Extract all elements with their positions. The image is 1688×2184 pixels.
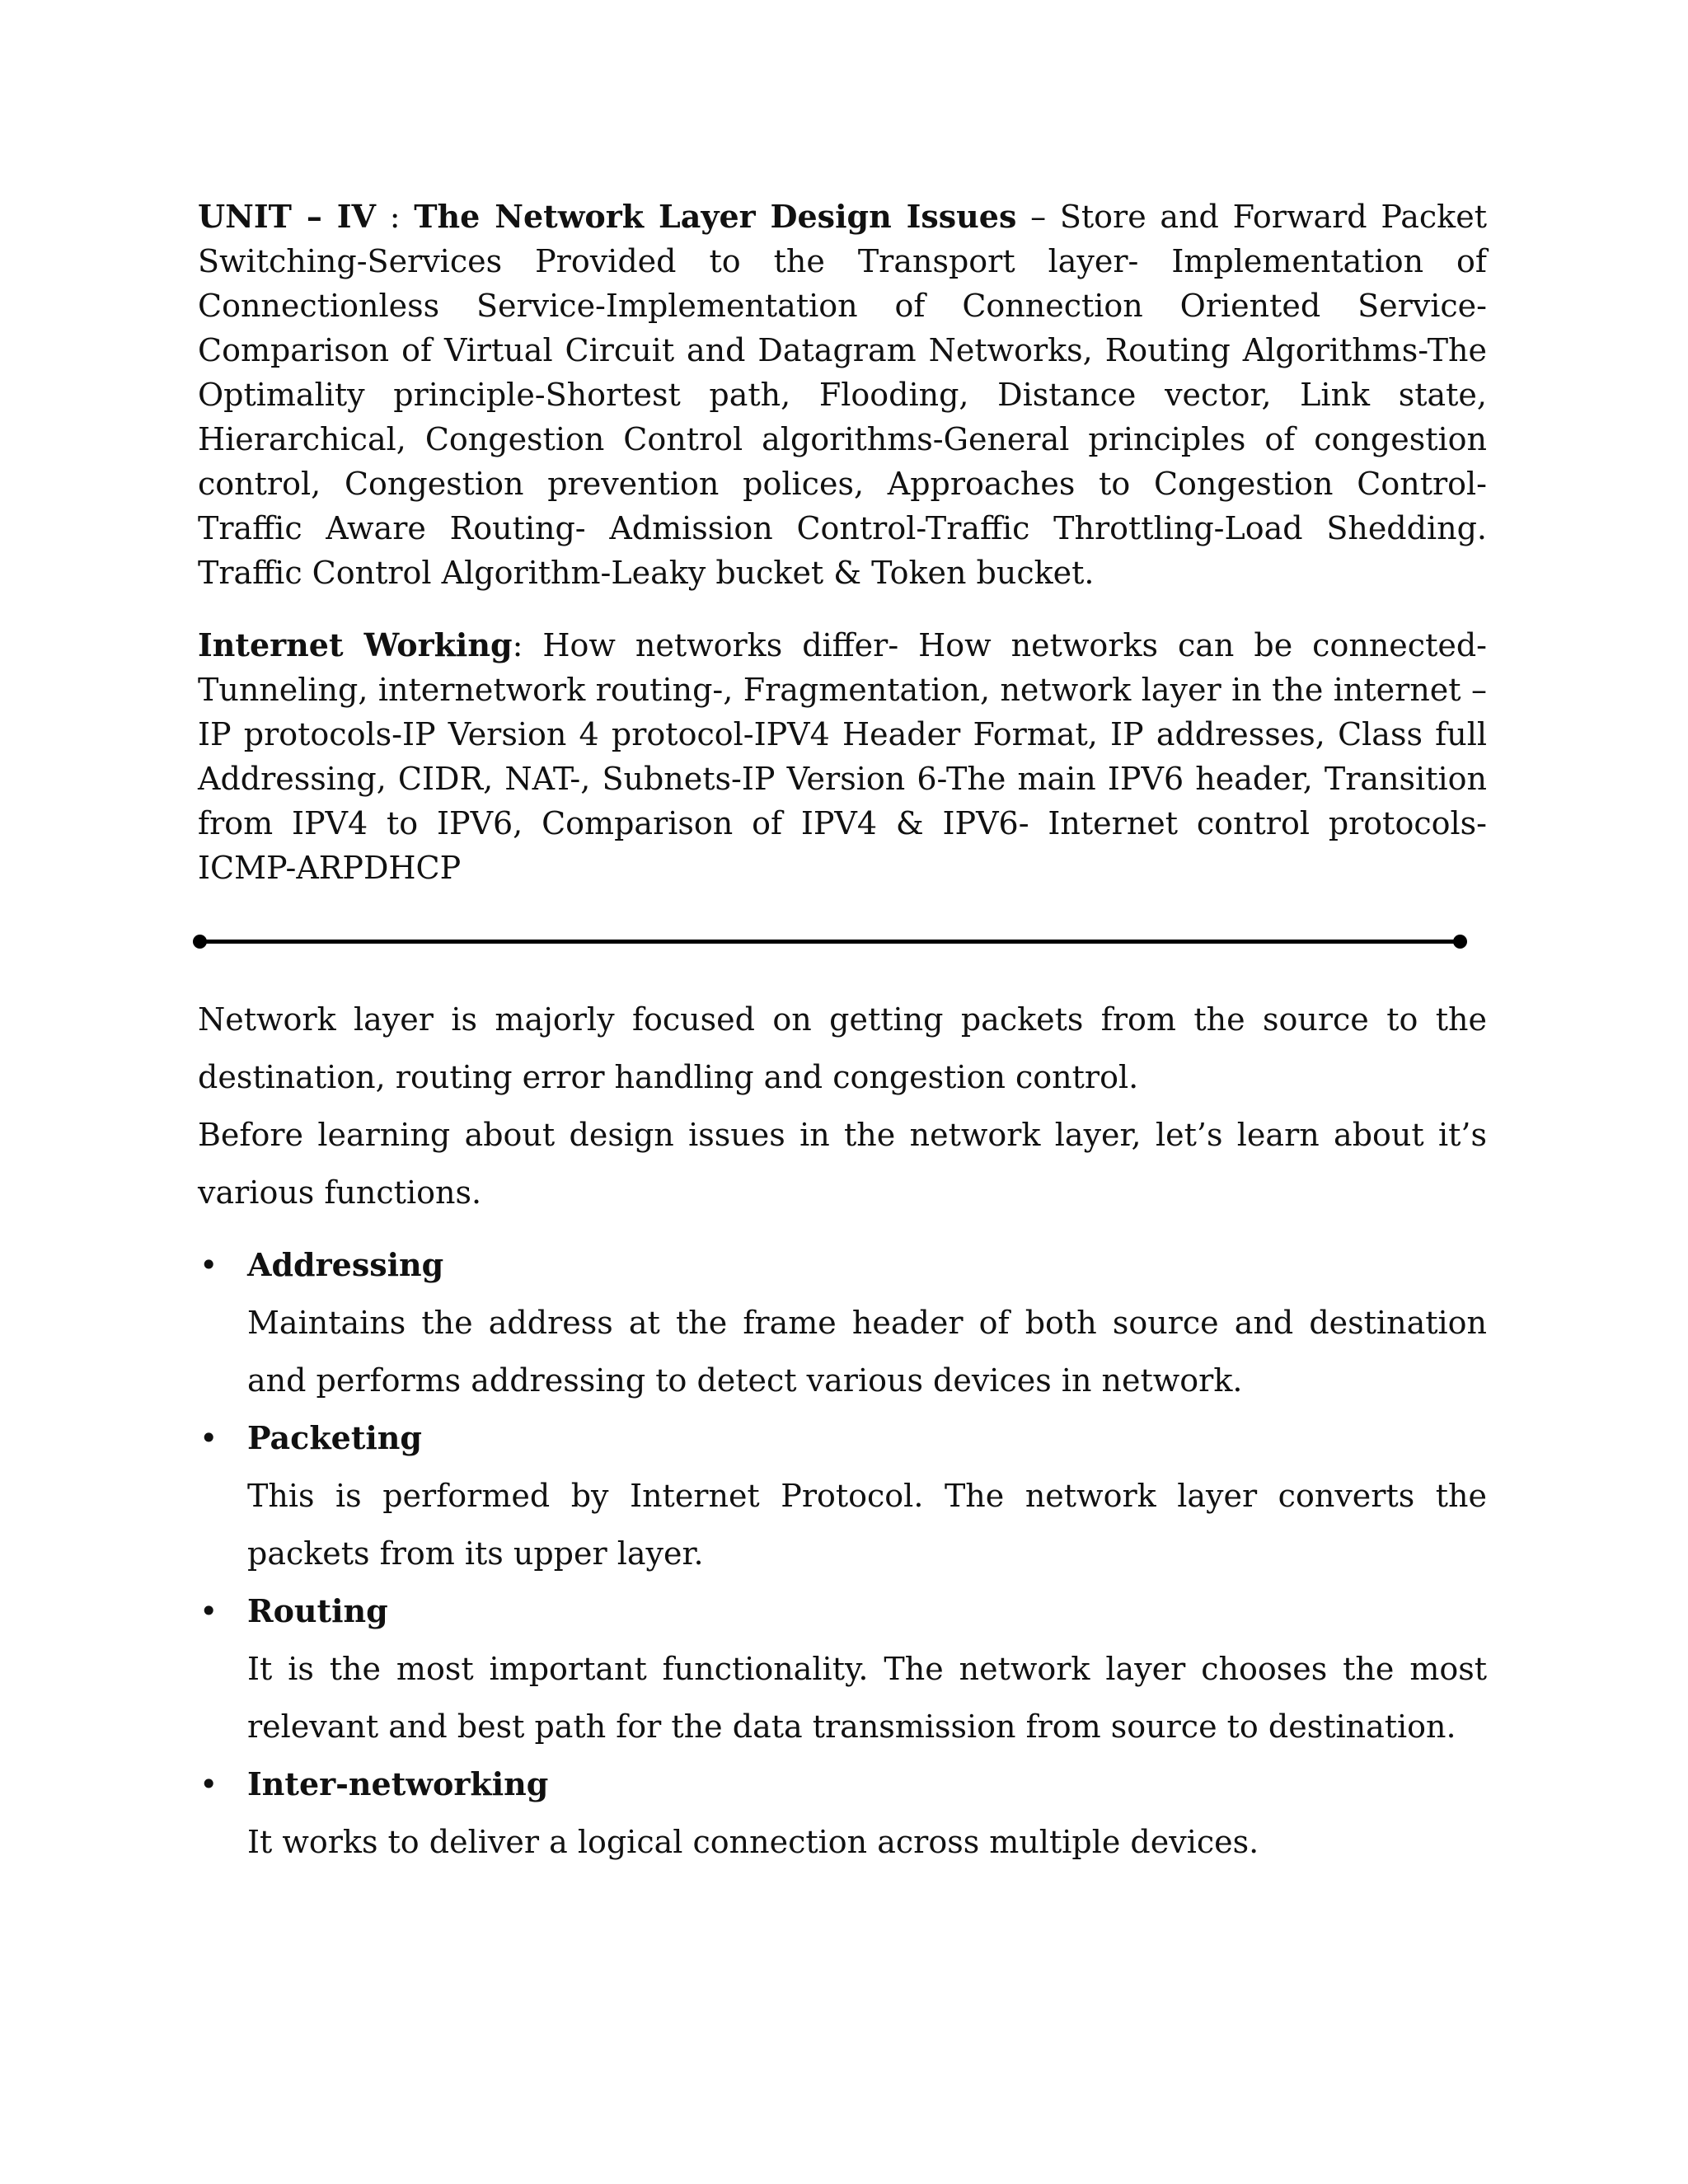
bullet-icon: •: [199, 1420, 218, 1456]
intro-paragraph-2: Before learning about design issues in the network layer, let’s learn about it’s various functions.: [198, 1117, 1487, 1211]
intro-paragraph-1: Network layer is majorly focused on getting packets from the source to the destination, routing error handling and congestion control.: [198, 1001, 1487, 1095]
internet-working-title: Internet Working: [198, 626, 513, 663]
list-item: [198, 1582, 1487, 1755]
unit-title: The Network Layer Design Issues: [414, 198, 1017, 235]
unit-body: – Store and Forward Packet Switching-Services Provided to the Transport layer- Implementation of Connectionless Service-Implementation of Connection Oriented Service-Comparison of Virtual Circuit and Datagram Networks, Routing Algorithms-The Optimality principle-Shortest path, Flooding, Distance vector, Link state, Hierarchical, Congestion Control algorithms-General principles of congestion control, Congestion prevention polices, Approaches to Congestion Control-Traffic Aware Routing- Admission Control-Traffic Throttling-Load Shedding. Traffic Control Algorithm-Leaky bucket & Token bucket.: [198, 199, 1487, 591]
syllabus-section: [198, 194, 1487, 890]
bullet-icon: •: [199, 1593, 218, 1629]
unit-separator: :: [375, 199, 415, 235]
list-item: [198, 1236, 1487, 1409]
functions-list: [198, 1236, 1487, 1871]
list-item: [198, 1755, 1487, 1871]
list-item: [198, 1409, 1487, 1582]
section-divider: [193, 933, 1467, 949]
function-description: It is the most important functionality. The network layer chooses the most relevant and best path for the data transmission from source to destination.: [247, 1651, 1487, 1745]
internet-working-paragraph: [198, 623, 1487, 890]
function-description: It works to deliver a logical connection across multiple devices.: [247, 1824, 1259, 1860]
function-title: Routing: [247, 1592, 388, 1629]
unit-label: UNIT – IV: [198, 198, 376, 235]
bullet-icon: •: [199, 1247, 218, 1283]
document-page: [198, 194, 1487, 1871]
divider-right-dot: [1453, 935, 1467, 949]
divider-line: [199, 940, 1461, 944]
function-description: Maintains the address at the frame header of both source and destination and performs addressing to detect various devices in network.: [247, 1305, 1487, 1399]
function-title: Addressing: [247, 1246, 444, 1283]
intro-section: [198, 991, 1487, 1221]
function-title: Packeting: [247, 1419, 423, 1456]
internet-working-body: : How networks differ- How networks can be connected-Tunneling, internetwork routing-, Fragmentation, network layer in the internet – IP protocols-IP Version 4 protocol-IPV4 Header Format, IP addresses, Class full Addressing, CIDR, NAT-, Subnets-IP Version 6-The main IPV6 header, Transition from IPV4 to IPV6, Comparison of IPV4 & IPV6- Internet control protocols- ICMP-ARPDHCP: [198, 627, 1487, 886]
function-title: Inter-networking: [247, 1765, 549, 1802]
unit-paragraph: [198, 194, 1487, 595]
bullet-icon: •: [199, 1766, 218, 1802]
function-description: This is performed by Internet Protocol. The network layer converts the packets from its upper layer.: [247, 1478, 1487, 1572]
